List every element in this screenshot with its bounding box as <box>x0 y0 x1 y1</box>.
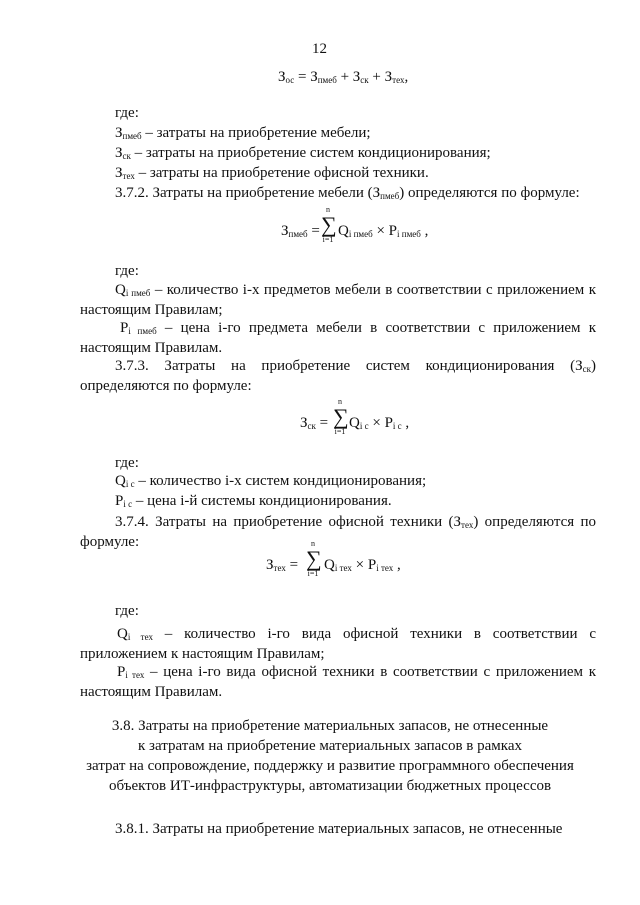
heading-line: 3.8. Затраты на приобретение материальных запасов, не отнесенные <box>111 718 549 734</box>
section-heading-38 <box>60 716 600 796</box>
where-label: где: <box>115 455 139 471</box>
paragraph-374: 3.7.4. Затраты на приобретение офисной техники $(З_{тех})$ определяются по формуле: <box>80 514 596 550</box>
paragraph-381: 3.8.1. Затраты на приобретение материальных запасов, не отнесенные <box>115 821 563 837</box>
legend-line: $Q_{i с}$ – количество i-х систем кондиционирования; <box>115 473 427 489</box>
legend-paragraph: $P_{i пмеб}$ – цена i-го предмета мебели в соответствии с приложением к настоящим Правилам. <box>80 320 596 356</box>
where-label: где: <box>115 105 139 121</box>
sum-symbol: n ∑ i=1 <box>321 205 337 244</box>
legend-paragraph: $Q_{i пмеб}$ – количество i-х предметов мебели в соответствии с приложением к настоящим Правилам; <box>80 282 596 318</box>
where-label: где: <box>115 603 139 619</box>
where-label: где: <box>115 263 139 279</box>
legend-paragraph: $P_{i тех}$ – цена i-го вида офисной техники в соответствии с приложением к настоящим Правилам. <box>80 664 596 700</box>
sum-symbol: n ∑ i=1 <box>306 539 322 578</box>
legend-line: $З_{пмеб}$ – затраты на приобретение мебели; <box>115 125 371 141</box>
legend-line: $P_{i с}$ – цена i-й системы кондиционирования. <box>115 493 392 509</box>
sum-symbol: n ∑ i=1 <box>333 397 349 436</box>
formula-total: $З_{ос} = З_{пмеб} + З_{ск} + З_{тех}$, <box>278 69 409 85</box>
heading-line: к затратам на приобретение материальных запасов в рамках <box>138 738 522 754</box>
heading-line: затрат на сопровождение, поддержку и развитие программного обеспечения <box>86 758 574 774</box>
legend-line: $З_{тех}$ – затраты на приобретение офисной техники. <box>115 165 429 181</box>
page-number: 12 <box>312 41 327 57</box>
paragraph-372: 3.7.2. Затраты на приобретение мебели $(З_{пмеб})$ определяются по формуле: <box>115 185 580 201</box>
legend-paragraph: $Q_{i тех}$ – количество i-го вида офисной техники в соответствии с приложением к настоящим Правилам; <box>80 626 597 662</box>
heading-line: объектов ИТ-инфраструктуры, автоматизации бюджетных процессов <box>108 778 552 794</box>
legend-line: $З_{ск}$ – затраты на приобретение систем кондиционирования; <box>115 145 491 161</box>
paragraph-373: 3.7.3. Затраты на приобретение систем кондиционирования $(З_{ск})$ определяются по формуле: <box>80 358 596 394</box>
